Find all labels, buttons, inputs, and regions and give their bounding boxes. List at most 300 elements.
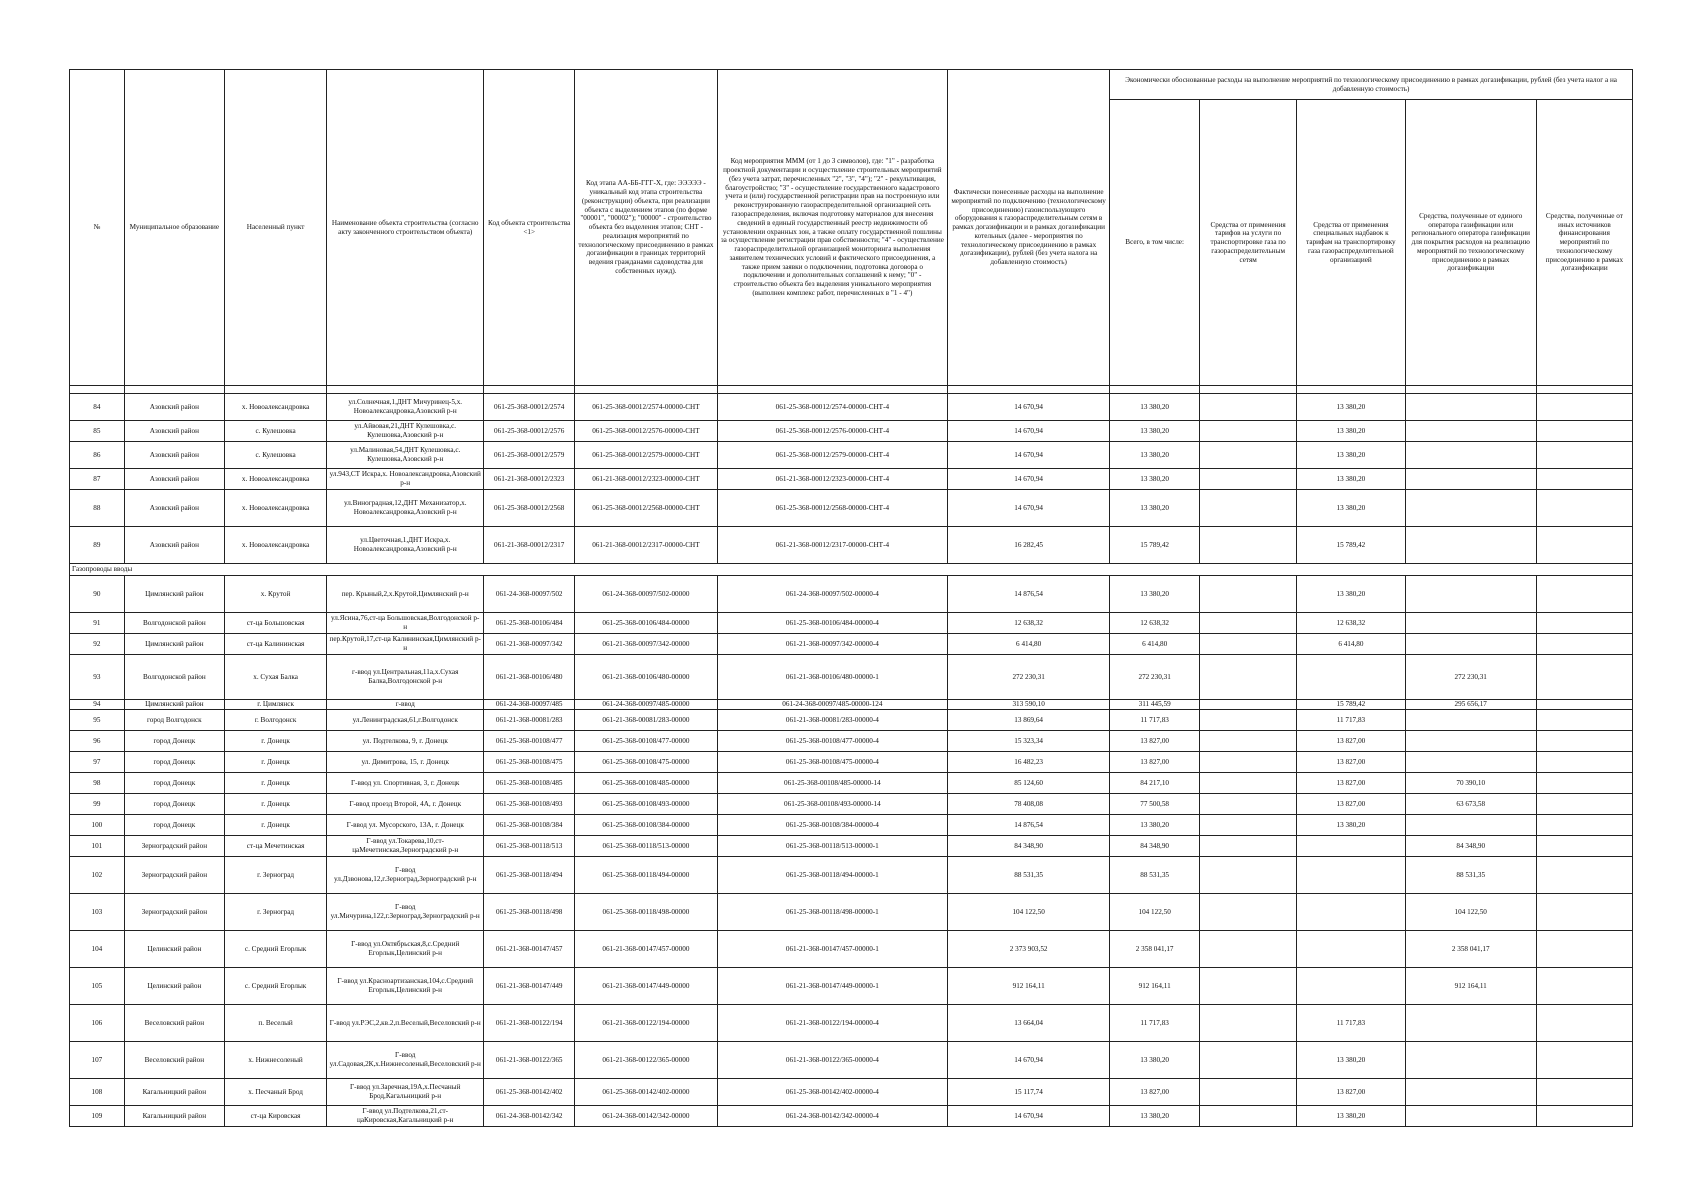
cell-total: 84 217,10 xyxy=(1110,773,1200,794)
header-num: № xyxy=(70,70,125,386)
cell-event-code: 061-25-368-00012/2574-00000-СНТ-4 xyxy=(717,394,947,421)
cell-event-code: 061-25-368-00118/494-00000-1 xyxy=(717,857,947,894)
table-row xyxy=(70,469,1633,490)
cell-object-code: 061-25-368-00118/498 xyxy=(484,894,575,931)
cell-event-code: 061-25-368-00108/485-00000-14 xyxy=(717,773,947,794)
cell-stage-code: 061-24-368-00142/342-00000 xyxy=(575,1106,718,1127)
cell-event-code: 061-25-368-00108/475-00000-4 xyxy=(717,752,947,773)
table-row xyxy=(70,655,1633,700)
cell-event-code: 061-25-368-00142/402-00000-4 xyxy=(717,1079,947,1106)
cell-settlement: х. Сухая Балка xyxy=(224,655,326,700)
cell-tariff-markups: 13 827,00 xyxy=(1297,752,1405,773)
cell-other-sources xyxy=(1536,1106,1632,1127)
cell-other-sources xyxy=(1536,894,1632,931)
cell-stage-code: 061-21-368-00012/2317-00000-СНТ xyxy=(575,527,718,564)
cell-other-sources xyxy=(1536,794,1632,815)
table-row xyxy=(70,794,1633,815)
cell-num: 92 xyxy=(70,634,125,655)
cell-tariff-markups: 11 717,83 xyxy=(1297,710,1405,731)
cell-operator-funds xyxy=(1405,731,1536,752)
cell-actual-costs: 13 869,64 xyxy=(948,710,1110,731)
table-row xyxy=(70,1042,1633,1079)
cell-other-sources xyxy=(1536,442,1632,469)
cell-other-sources xyxy=(1536,836,1632,857)
cell-tariff-services xyxy=(1200,1042,1297,1079)
cell-object-code: 061-25-368-00012/2568 xyxy=(484,490,575,527)
cell-other-sources xyxy=(1536,931,1632,968)
table-row xyxy=(70,576,1633,613)
cell-event-code: 061-21-368-00106/480-00000-1 xyxy=(717,655,947,700)
cell-other-sources xyxy=(1536,1005,1632,1042)
cell-num: 94 xyxy=(70,700,125,710)
cell-total: 13 827,00 xyxy=(1110,1079,1200,1106)
table-row xyxy=(70,731,1633,752)
cell-settlement: с. Средний Егорлык xyxy=(224,968,326,1005)
table-row xyxy=(70,700,1633,710)
header-tariff-markups: Средства от применения специальных надбавок к тарифам на транспортировку газа газораспределительной организацией xyxy=(1297,100,1405,386)
cell-actual-costs: 12 638,32 xyxy=(948,613,1110,634)
table-row xyxy=(70,968,1633,1005)
cell-tariff-markups: 13 380,20 xyxy=(1297,442,1405,469)
cell-total: 11 717,83 xyxy=(1110,1005,1200,1042)
cell-municipality: город Донецк xyxy=(124,815,224,836)
cell-event-code: 061-21-368-00122/365-00000-4 xyxy=(717,1042,947,1079)
table-row xyxy=(70,421,1633,442)
cell-other-sources xyxy=(1536,857,1632,894)
cell-tariff-services xyxy=(1200,527,1297,564)
cell-settlement: г. Волгодонск xyxy=(224,710,326,731)
cell-object-name: ул.Ленинградская,61,г.Волгодонск xyxy=(327,710,484,731)
cell-stage-code: 061-21-368-00106/480-00000 xyxy=(575,655,718,700)
table-row xyxy=(70,490,1633,527)
cell-stage-code: 061-21-368-00097/342-00000 xyxy=(575,634,718,655)
cell-num: 104 xyxy=(70,931,125,968)
cell-other-sources xyxy=(1536,752,1632,773)
cell-actual-costs: 14 670,94 xyxy=(948,442,1110,469)
cell-operator-funds xyxy=(1405,394,1536,421)
cell-actual-costs: 13 664,04 xyxy=(948,1005,1110,1042)
cell-actual-costs: 85 124,60 xyxy=(948,773,1110,794)
cell-total: 13 827,00 xyxy=(1110,731,1200,752)
cell-stage-code: 061-21-368-00147/449-00000 xyxy=(575,968,718,1005)
cell-event-code: 061-25-368-00108/384-00000-4 xyxy=(717,815,947,836)
cell-settlement: г. Цимлянск xyxy=(224,700,326,710)
cell-num: 105 xyxy=(70,968,125,1005)
cell-other-sources xyxy=(1536,527,1632,564)
cell-municipality: Азовский район xyxy=(124,394,224,421)
cell-total: 272 230,31 xyxy=(1110,655,1200,700)
cell-num: 90 xyxy=(70,576,125,613)
cell-tariff-markups: 13 827,00 xyxy=(1297,773,1405,794)
cell-event-code: 061-25-368-00106/484-00000-4 xyxy=(717,613,947,634)
cell-tariff-services xyxy=(1200,700,1297,710)
cell-object-name: ул.Цветочная,1,ДНТ Искра,х. Новоалександровка,Азовский р-н xyxy=(327,527,484,564)
table-row xyxy=(70,857,1633,894)
section-label: Газопроводы вводы xyxy=(70,564,1633,576)
table-row xyxy=(70,752,1633,773)
cell-operator-funds xyxy=(1405,634,1536,655)
header-operator-funds: Средства, полученные от единого оператора газификации или регионального оператора газификации для покрытия расходов на реализацию мероприятий по технологическому присоединению в рамках догазификации xyxy=(1405,100,1536,386)
cell-municipality: Веселовский район xyxy=(124,1042,224,1079)
cell-stage-code: 061-21-368-00122/194-00000 xyxy=(575,1005,718,1042)
cell-tariff-markups: 13 827,00 xyxy=(1297,794,1405,815)
cell-municipality: Азовский район xyxy=(124,527,224,564)
cell-tariff-markups xyxy=(1297,968,1405,1005)
cell-total: 311 445,59 xyxy=(1110,700,1200,710)
cell-tariff-markups: 11 717,83 xyxy=(1297,1005,1405,1042)
cell-object-code: 061-25-368-00108/384 xyxy=(484,815,575,836)
cell-tariff-services xyxy=(1200,490,1297,527)
cell-settlement: г. Донецк xyxy=(224,752,326,773)
cell-actual-costs: 15 117,74 xyxy=(948,1079,1110,1106)
cell-total: 13 380,20 xyxy=(1110,1106,1200,1127)
cell-stage-code: 061-24-368-00097/485-00000 xyxy=(575,700,718,710)
cell-tariff-markups xyxy=(1297,931,1405,968)
cell-settlement: х. Нижнесоленый xyxy=(224,1042,326,1079)
cell-event-code: 061-25-368-00012/2568-00000-СНТ-4 xyxy=(717,490,947,527)
cell-actual-costs: 14 670,94 xyxy=(948,394,1110,421)
cell-tariff-markups: 13 380,20 xyxy=(1297,815,1405,836)
cell-tariff-services xyxy=(1200,710,1297,731)
cell-stage-code: 061-25-368-00012/2579-00000-СНТ xyxy=(575,442,718,469)
cell-stage-code: 061-21-368-00012/2323-00000-СНТ xyxy=(575,469,718,490)
cell-num: 87 xyxy=(70,469,125,490)
cell-object-name: Г-ввод ул.Дзвонова,12,г.Зерноград,Зерноградский р-н xyxy=(327,857,484,894)
cell-settlement: х. Песчаный Брод xyxy=(224,1079,326,1106)
cell-settlement: г. Донецк xyxy=(224,773,326,794)
cell-tariff-markups: 12 638,32 xyxy=(1297,613,1405,634)
table-row xyxy=(70,394,1633,421)
cell-object-code: 061-21-368-00147/457 xyxy=(484,931,575,968)
cell-stage-code: 061-25-368-00108/477-00000 xyxy=(575,731,718,752)
cell-event-code: 061-24-368-00097/502-00000-4 xyxy=(717,576,947,613)
table-row xyxy=(70,710,1633,731)
cell-tariff-services xyxy=(1200,1079,1297,1106)
cell-municipality: Волгодонской район xyxy=(124,655,224,700)
cell-object-code: 061-25-368-00118/494 xyxy=(484,857,575,894)
table-row xyxy=(70,931,1633,968)
cell-object-name: пер.Крутой,17,ст-ца Калининская,Цимлянский р-н xyxy=(327,634,484,655)
cell-object-code: 061-25-368-00012/2579 xyxy=(484,442,575,469)
header-economic-group: Экономически обоснованные расходы на выполнение мероприятий по технологическому присоединению в рамках догазификации, рублей (без учета налог а на добавленную стоимость) xyxy=(1110,70,1633,100)
cell-total: 13 380,20 xyxy=(1110,1042,1200,1079)
cell-total: 13 380,20 xyxy=(1110,421,1200,442)
header-stage-code: Код этапа АА-ББ-ГГГ-Х, где: ЭЭЭЭЭ - уникальный код этапа строительства (реконструкции) объекта, при реализации объекта с выделением этапов (по форме "00001", "00002"); "00000" - строительство объекта без выделения этапов; СНТ - реализация мероприятий по технологическому присоединению в рамках догазификации в границах территорий ведения гражданами садоводства для собственных нужд). xyxy=(575,70,718,386)
cell-operator-funds xyxy=(1405,1042,1536,1079)
cell-object-name: Г-ввод ул. Спортивная, 3, г. Донецк xyxy=(327,773,484,794)
cell-num: 98 xyxy=(70,773,125,794)
cell-object-code: 061-21-368-00147/449 xyxy=(484,968,575,1005)
cell-actual-costs: 16 482,23 xyxy=(948,752,1110,773)
cell-tariff-services xyxy=(1200,442,1297,469)
cell-object-code: 061-25-368-00108/493 xyxy=(484,794,575,815)
cell-operator-funds xyxy=(1405,442,1536,469)
cell-other-sources xyxy=(1536,655,1632,700)
cell-tariff-services xyxy=(1200,931,1297,968)
cell-object-name: ул.Солнечная,1,ДНТ Мичуринец-5,х. Новоалександровка,Азовский р-н xyxy=(327,394,484,421)
cell-object-name: ул. Димитрова, 15, г. Донецк xyxy=(327,752,484,773)
cell-other-sources xyxy=(1536,773,1632,794)
cell-operator-funds xyxy=(1405,710,1536,731)
table-row xyxy=(70,613,1633,634)
cell-tariff-services xyxy=(1200,634,1297,655)
cell-operator-funds: 2 358 041,17 xyxy=(1405,931,1536,968)
cell-object-code: 061-21-368-00106/480 xyxy=(484,655,575,700)
cell-object-name: Г-ввод ул.Садовая,2К,х.Нижнесоленый,Веселовский р-н xyxy=(327,1042,484,1079)
cell-actual-costs: 313 590,10 xyxy=(948,700,1110,710)
cell-object-code: 061-25-368-00012/2574 xyxy=(484,394,575,421)
cell-other-sources xyxy=(1536,1079,1632,1106)
cell-object-name: ул.Ясина,76,ст-ца Большовская,Волгодонской р-н xyxy=(327,613,484,634)
cell-tariff-markups xyxy=(1297,836,1405,857)
header-event-code: Код мероприятия МММ (от 1 до 3 символов), где: "1" - разработка проектной документации и осуществление строительных мероприятий (без учета затрат, перечисленных "2", "3", "4"); "2" - рекультивация, благоустройство; "3" - осуществление государственного кадастрового учета и (или) государственной регистрации прав на построенную или реконструированную газораспределительной организацией сеть газораспределения, включая подготовку материалов для внесения сведений в единый государственный реестр недвижимости об установлении охранных зон, а также оплату государственной пошлины за осуществление регистрации прав собственности; "4" - осуществление газораспределительной организацией мониторинга выполнения заявителем технических условий и фактического присоединения, а также прием заявки о подключении, подготовка договора о подключении и дополнительных соглашений к нему; "0" - строительство объекта без выделения уникального мероприятия (выполнен комплекс работ, перечисленных в "1 - 4") xyxy=(717,70,947,386)
cell-operator-funds xyxy=(1405,421,1536,442)
cell-total: 13 380,20 xyxy=(1110,576,1200,613)
cell-settlement: х. Новоалександровка xyxy=(224,394,326,421)
cell-tariff-markups: 13 380,20 xyxy=(1297,1106,1405,1127)
cell-tariff-services xyxy=(1200,469,1297,490)
cell-settlement: ст-ца Калининская xyxy=(224,634,326,655)
cell-other-sources xyxy=(1536,700,1632,710)
cell-num: 107 xyxy=(70,1042,125,1079)
cell-object-name: г-ввод xyxy=(327,700,484,710)
cell-other-sources xyxy=(1536,710,1632,731)
cell-num: 86 xyxy=(70,442,125,469)
cell-num: 100 xyxy=(70,815,125,836)
cell-object-code: 061-21-368-00012/2317 xyxy=(484,527,575,564)
cell-other-sources xyxy=(1536,634,1632,655)
cell-num: 96 xyxy=(70,731,125,752)
cell-other-sources xyxy=(1536,469,1632,490)
cell-municipality: Цимлянский район xyxy=(124,700,224,710)
cell-num: 85 xyxy=(70,421,125,442)
cell-object-name: Г-ввод ул. Мусорского, 13А, г. Донецк xyxy=(327,815,484,836)
cell-tariff-markups: 13 380,20 xyxy=(1297,1042,1405,1079)
cell-total: 13 380,20 xyxy=(1110,394,1200,421)
cell-municipality: Волгодонской район xyxy=(124,613,224,634)
cell-event-code: 061-21-368-00147/457-00000-1 xyxy=(717,931,947,968)
cell-municipality: город Донецк xyxy=(124,794,224,815)
header-object-code: Код объекта строительства <1> xyxy=(484,70,575,386)
cell-settlement: х. Новоалександровка xyxy=(224,490,326,527)
cell-municipality: Кагальницкий район xyxy=(124,1106,224,1127)
cell-total: 6 414,80 xyxy=(1110,634,1200,655)
cell-operator-funds: 70 390,10 xyxy=(1405,773,1536,794)
cell-operator-funds: 295 656,17 xyxy=(1405,700,1536,710)
cell-object-name: г-ввод ул.Центральная,11а,х.Сухая Балка,Волгодонской р-н xyxy=(327,655,484,700)
cell-object-name: Г-ввод ул.Мичурина,122,г.Зерноград,Зерноградский р-н xyxy=(327,894,484,931)
cell-settlement: х. Новоалександровка xyxy=(224,527,326,564)
cell-object-name: ул.Айвовая,21,ДНТ Кулешовка,с. Кулешовка,Азовский р-н xyxy=(327,421,484,442)
cell-municipality: Зерноградский район xyxy=(124,836,224,857)
cell-other-sources xyxy=(1536,490,1632,527)
cell-settlement: х. Крутой xyxy=(224,576,326,613)
cell-operator-funds xyxy=(1405,1005,1536,1042)
cell-municipality: Цимлянский район xyxy=(124,576,224,613)
header-actual-costs: Фактически понесенные расходы на выполнение мероприятий по подключению (технологическому присоединению) газоиспользующего оборудования к газораспределительным сетям в рамках догазификации и в рамках догазификации котельных (далее - мероприятия по технологическому присоединению в рамках догазификации), рублей (без учета налога на добавленную стоимость) xyxy=(948,70,1110,386)
cell-other-sources xyxy=(1536,731,1632,752)
cell-actual-costs: 14 670,94 xyxy=(948,469,1110,490)
cell-total: 13 380,20 xyxy=(1110,490,1200,527)
cell-total: 77 500,58 xyxy=(1110,794,1200,815)
cell-total: 912 164,11 xyxy=(1110,968,1200,1005)
cell-event-code: 061-21-368-00097/342-00000-4 xyxy=(717,634,947,655)
cell-total: 2 358 041,17 xyxy=(1110,931,1200,968)
cell-operator-funds xyxy=(1405,490,1536,527)
cell-num: 103 xyxy=(70,894,125,931)
cell-municipality: Веселовский район xyxy=(124,1005,224,1042)
cell-stage-code: 061-25-368-00108/384-00000 xyxy=(575,815,718,836)
cell-operator-funds xyxy=(1405,815,1536,836)
table-body-gas-inputs xyxy=(70,576,1633,1127)
cell-total: 11 717,83 xyxy=(1110,710,1200,731)
cell-actual-costs: 104 122,50 xyxy=(948,894,1110,931)
cell-tariff-markups: 13 380,20 xyxy=(1297,469,1405,490)
cell-tariff-markups: 15 789,42 xyxy=(1297,700,1405,710)
cell-operator-funds: 912 164,11 xyxy=(1405,968,1536,1005)
table-row xyxy=(70,634,1633,655)
cell-stage-code: 061-25-368-00106/484-00000 xyxy=(575,613,718,634)
cell-settlement: ст-ца Большовская xyxy=(224,613,326,634)
cell-num: 108 xyxy=(70,1079,125,1106)
cell-municipality: Кагальницкий район xyxy=(124,1079,224,1106)
cell-event-code: 061-25-368-00118/513-00000-1 xyxy=(717,836,947,857)
cell-actual-costs: 14 670,94 xyxy=(948,421,1110,442)
cell-actual-costs: 2 373 903,52 xyxy=(948,931,1110,968)
cell-total: 15 789,42 xyxy=(1110,527,1200,564)
cell-num: 99 xyxy=(70,794,125,815)
table-row xyxy=(70,815,1633,836)
cell-operator-funds xyxy=(1405,613,1536,634)
cell-object-code: 061-21-368-00122/194 xyxy=(484,1005,575,1042)
cell-stage-code: 061-25-368-00118/498-00000 xyxy=(575,894,718,931)
cell-object-code: 061-24-368-00142/342 xyxy=(484,1106,575,1127)
cell-tariff-markups xyxy=(1297,655,1405,700)
cell-municipality: город Донецк xyxy=(124,773,224,794)
cell-object-name: ул.Виноградная,12,ДНТ Механизатор,х. Новоалександровка,Азовский р-н xyxy=(327,490,484,527)
cell-stage-code: 061-25-368-00012/2574-00000-СНТ xyxy=(575,394,718,421)
cell-municipality: Целинский район xyxy=(124,931,224,968)
cell-operator-funds xyxy=(1405,1106,1536,1127)
cell-settlement: ст-ца Кировская xyxy=(224,1106,326,1127)
cell-object-code: 061-25-368-00118/513 xyxy=(484,836,575,857)
cell-actual-costs: 14 876,54 xyxy=(948,815,1110,836)
cell-tariff-services xyxy=(1200,655,1297,700)
table-row xyxy=(70,1005,1633,1042)
cell-num: 88 xyxy=(70,490,125,527)
cell-settlement: ст-ца Мечетинская xyxy=(224,836,326,857)
cell-settlement: с. Кулешовка xyxy=(224,442,326,469)
cell-object-name: Г-ввод ул.Токарева,10,ст-цаМечетинская,Зерноградский р-н xyxy=(327,836,484,857)
cell-total: 104 122,50 xyxy=(1110,894,1200,931)
cell-municipality: Зерноградский район xyxy=(124,894,224,931)
cell-total: 84 348,90 xyxy=(1110,836,1200,857)
cell-settlement: п. Веселый xyxy=(224,1005,326,1042)
cell-actual-costs: 78 408,08 xyxy=(948,794,1110,815)
cell-other-sources xyxy=(1536,576,1632,613)
cell-stage-code: 061-25-368-00012/2568-00000-СНТ xyxy=(575,490,718,527)
cell-settlement: с. Кулешовка xyxy=(224,421,326,442)
cell-tariff-services xyxy=(1200,394,1297,421)
cell-municipality: город Волгодонск xyxy=(124,710,224,731)
cell-stage-code: 061-21-368-00122/365-00000 xyxy=(575,1042,718,1079)
table-row xyxy=(70,1079,1633,1106)
cell-object-code: 061-25-368-00108/475 xyxy=(484,752,575,773)
header-settlement: Населенный пункт xyxy=(224,70,326,386)
cell-tariff-services xyxy=(1200,815,1297,836)
cell-operator-funds xyxy=(1405,527,1536,564)
cell-object-name: ул. Подтелкова, 9, г. Донецк xyxy=(327,731,484,752)
cell-object-code: 061-21-368-00122/365 xyxy=(484,1042,575,1079)
cell-total: 88 531,35 xyxy=(1110,857,1200,894)
cell-stage-code: 061-21-368-00081/283-00000 xyxy=(575,710,718,731)
cell-stage-code: 061-25-368-00012/2576-00000-СНТ xyxy=(575,421,718,442)
cell-municipality: Цимлянский район xyxy=(124,634,224,655)
cell-num: 101 xyxy=(70,836,125,857)
cell-object-name: Г-ввод ул.Октябрьская,8,с.Средний Егорлык,Целинский р-н xyxy=(327,931,484,968)
cell-object-code: 061-21-368-00012/2323 xyxy=(484,469,575,490)
cell-stage-code: 061-25-368-00108/485-00000 xyxy=(575,773,718,794)
cell-num: 93 xyxy=(70,655,125,700)
cell-object-name: Г-ввод ул.РЭС,2,кв.2,п.Веселый,Веселовский р-н xyxy=(327,1005,484,1042)
cell-settlement: г. Зерноград xyxy=(224,857,326,894)
cell-municipality: Зерноградский район xyxy=(124,857,224,894)
cell-tariff-services xyxy=(1200,421,1297,442)
cell-num: 106 xyxy=(70,1005,125,1042)
cell-num: 91 xyxy=(70,613,125,634)
cell-actual-costs: 912 164,11 xyxy=(948,968,1110,1005)
cell-object-code: 061-25-368-00108/485 xyxy=(484,773,575,794)
cell-total: 13 380,20 xyxy=(1110,442,1200,469)
cell-event-code: 061-21-368-00147/449-00000-1 xyxy=(717,968,947,1005)
cell-actual-costs: 16 282,45 xyxy=(948,527,1110,564)
cell-event-code: 061-21-368-00122/194-00000-4 xyxy=(717,1005,947,1042)
cell-num: 95 xyxy=(70,710,125,731)
table-row xyxy=(70,527,1633,564)
table-row xyxy=(70,442,1633,469)
cell-object-code: 061-21-368-00081/283 xyxy=(484,710,575,731)
cell-event-code: 061-24-368-00142/342-00000-4 xyxy=(717,1106,947,1127)
cell-tariff-markups: 13 827,00 xyxy=(1297,731,1405,752)
cell-settlement: г. Зерноград xyxy=(224,894,326,931)
cell-num: 102 xyxy=(70,857,125,894)
cell-municipality: город Донецк xyxy=(124,752,224,773)
cell-tariff-markups: 13 380,20 xyxy=(1297,394,1405,421)
cell-other-sources xyxy=(1536,421,1632,442)
cell-actual-costs: 6 414,80 xyxy=(948,634,1110,655)
cell-actual-costs: 88 531,35 xyxy=(948,857,1110,894)
cell-settlement: с. Средний Егорлык xyxy=(224,931,326,968)
header-object-name: Наименование объекта строительства (согласно акту законченного строительством объекта) xyxy=(327,70,484,386)
cell-stage-code: 061-25-368-00108/493-00000 xyxy=(575,794,718,815)
cell-num: 89 xyxy=(70,527,125,564)
cell-actual-costs: 14 670,94 xyxy=(948,490,1110,527)
cell-tariff-markups: 13 380,20 xyxy=(1297,421,1405,442)
cell-tariff-markups xyxy=(1297,857,1405,894)
table-header xyxy=(70,70,1633,386)
cell-object-name: пер. Крыный,2,х.Крутой,Цимлянский р-н xyxy=(327,576,484,613)
cell-total: 12 638,32 xyxy=(1110,613,1200,634)
cell-operator-funds: 84 348,90 xyxy=(1405,836,1536,857)
cell-tariff-services xyxy=(1200,773,1297,794)
cell-municipality: Азовский район xyxy=(124,442,224,469)
cell-operator-funds: 88 531,35 xyxy=(1405,857,1536,894)
cell-actual-costs: 14 670,94 xyxy=(948,1042,1110,1079)
header-tariff-services: Средства от применения тарифов на услуги по транспортировке газа по газораспределительным сетям xyxy=(1200,100,1297,386)
cell-settlement: х. Новоалександровка xyxy=(224,469,326,490)
cell-event-code: 061-25-368-00012/2576-00000-СНТ-4 xyxy=(717,421,947,442)
spacer-row xyxy=(70,386,1633,394)
